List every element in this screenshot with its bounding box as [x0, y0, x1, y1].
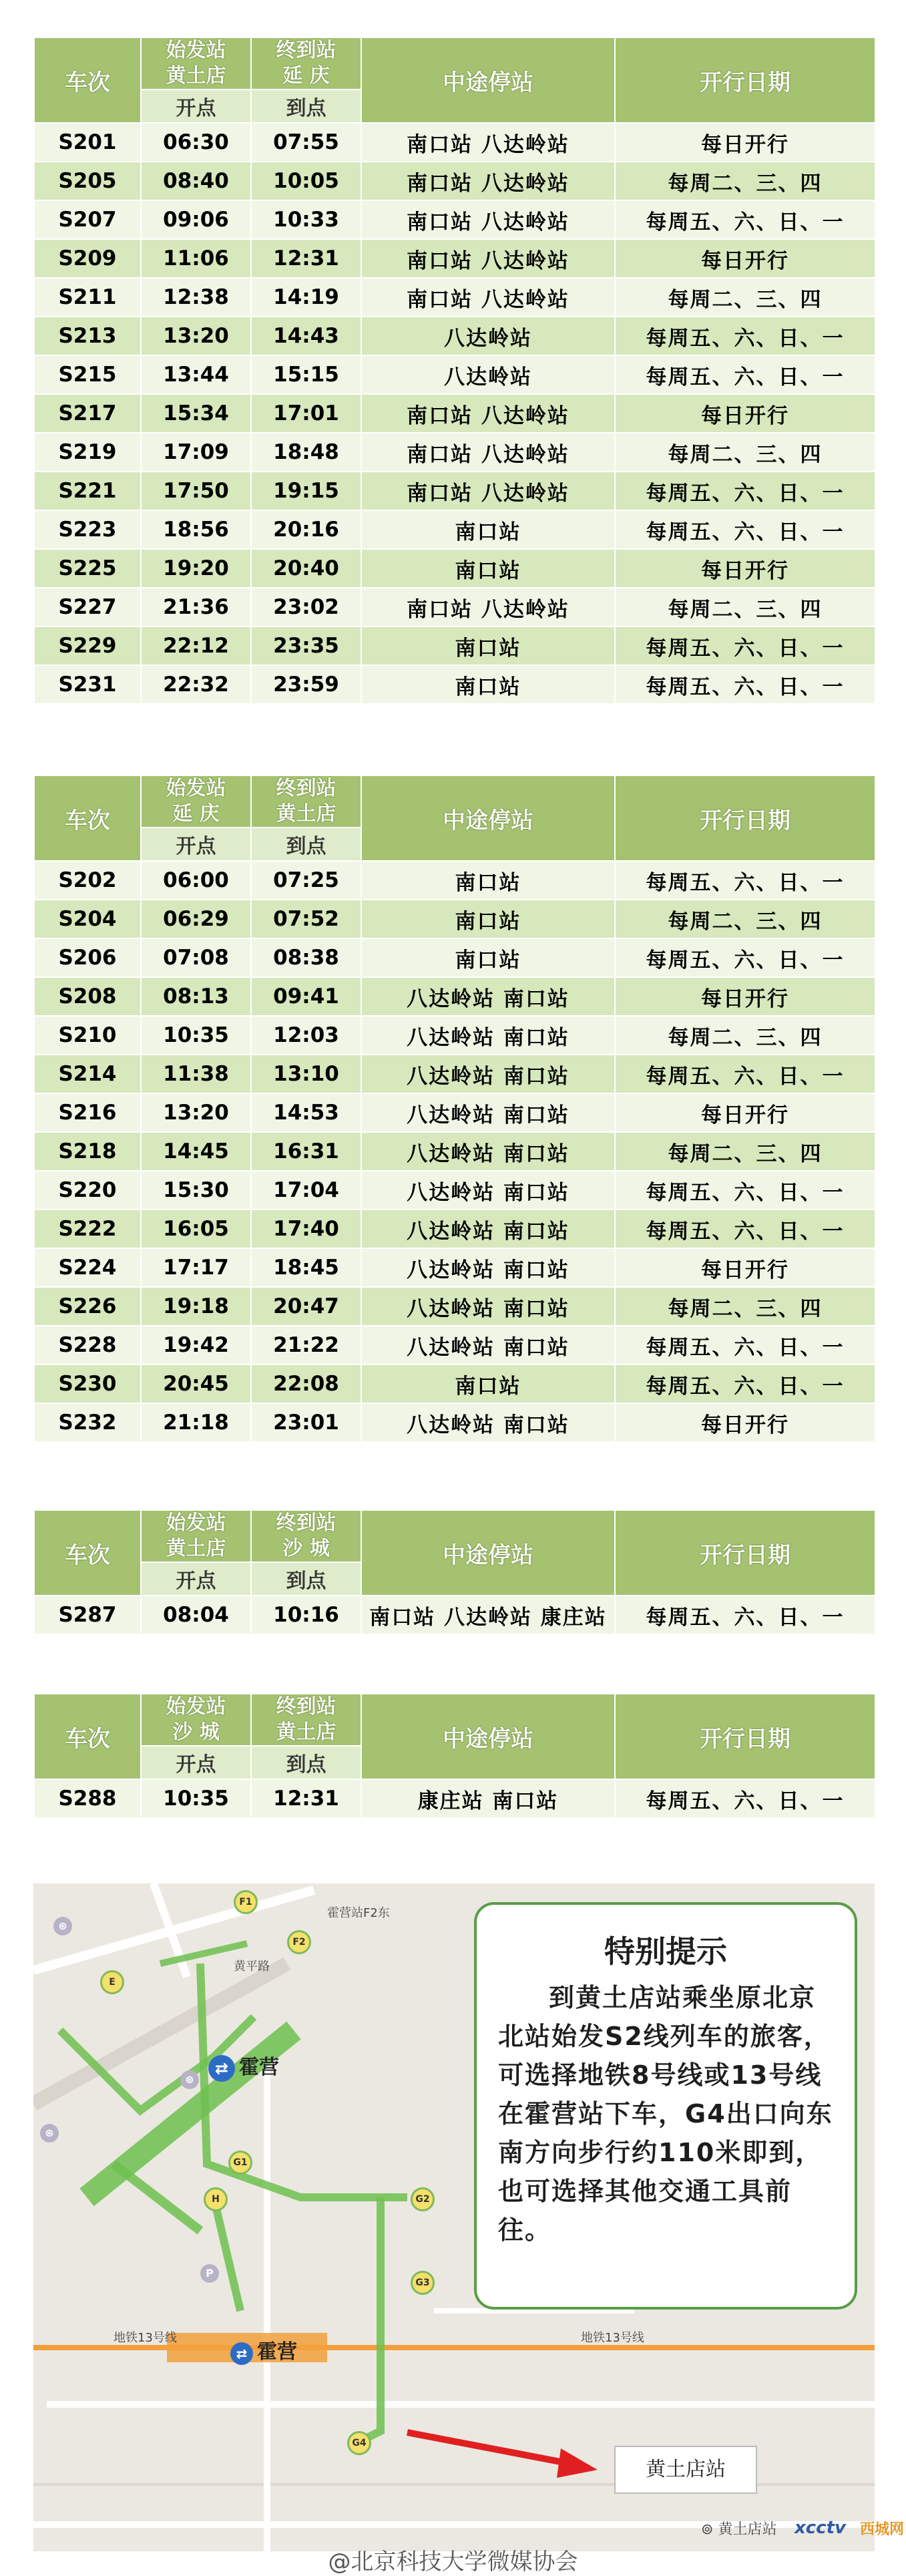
exit-f1-icon: F1: [234, 1890, 258, 1914]
operating-days: 每周五、六、日、一: [615, 200, 875, 239]
timetable-1: [33, 37, 876, 705]
header-arrive-label: 终到站: [276, 1695, 336, 1718]
header-train: 车次: [34, 1510, 141, 1596]
train-number: S228: [34, 1326, 141, 1364]
huoying-metro-name: 霍营: [257, 2340, 297, 2364]
arrive-time: 22:08: [251, 1364, 361, 1403]
arrive-time: 17:01: [251, 394, 361, 433]
header-arrive: [251, 37, 361, 89]
table-row: [34, 239, 875, 278]
intermediate-stops: 八达岭站 南口站: [361, 1210, 615, 1248]
depart-time: 17:50: [141, 472, 251, 510]
header-depart-label: 始发站: [166, 39, 226, 62]
depart-time: 08:04: [141, 1596, 251, 1634]
operating-days: 每日开行: [615, 1248, 875, 1287]
operating-days: 每周五、六、日、一: [615, 1210, 875, 1248]
depart-time: 14:45: [141, 1132, 251, 1171]
operating-days: 每周五、六、日、一: [615, 1779, 875, 1818]
header-open: 开点: [141, 827, 251, 861]
table-row: [34, 588, 875, 626]
arrive-time: 23:02: [251, 588, 361, 626]
header-days: 开行日期: [615, 37, 875, 123]
table-row: [34, 433, 875, 472]
train-number: S211: [34, 278, 141, 317]
intermediate-stops: 南口站: [361, 938, 615, 977]
depart-time: 06:00: [141, 861, 251, 900]
header-train: 车次: [34, 1694, 141, 1779]
train-number: S217: [34, 394, 141, 433]
intermediate-stops: 南口站 八达岭站: [361, 472, 615, 510]
operating-days: 每日开行: [615, 549, 875, 588]
header-depart: [141, 1510, 251, 1562]
train-number: S225: [34, 549, 141, 588]
header-depart-label: 始发站: [166, 1695, 226, 1718]
operating-days: 每日开行: [615, 1093, 875, 1132]
intermediate-stops: 南口站: [361, 861, 615, 900]
header-depart-station: 延 庆: [172, 802, 220, 825]
exit-g3-icon: G3: [411, 2271, 435, 2295]
exit-g4-icon: G4: [347, 2431, 371, 2455]
arrive-time: 18:45: [251, 1248, 361, 1287]
intermediate-stops: 八达岭站 南口站: [361, 1016, 615, 1055]
train-number: S222: [34, 1210, 141, 1248]
timetable-4: [33, 1693, 876, 1819]
train-number: S204: [34, 900, 141, 938]
depart-time: 17:09: [141, 433, 251, 472]
exit-g1-icon: G1: [228, 2151, 252, 2175]
train-number: S214: [34, 1055, 141, 1093]
header-arr: 到点: [251, 1746, 361, 1779]
arrive-time: 17:04: [251, 1171, 361, 1210]
train-number: S218: [34, 1132, 141, 1171]
header-depart: [141, 37, 251, 89]
destination-poi: [701, 2518, 776, 2539]
arrive-time: 17:40: [251, 1210, 361, 1248]
train-number: S223: [34, 510, 141, 549]
operating-days: 每周五、六、日、一: [615, 355, 875, 394]
header-days: 开行日期: [615, 1694, 875, 1779]
arrive-time: 12:31: [251, 1779, 361, 1818]
intermediate-stops: 八达岭站 南口站: [361, 977, 615, 1016]
special-notice: [474, 1902, 857, 2310]
arrive-time: 18:48: [251, 433, 361, 472]
line13-right-label: 地铁13号线: [581, 2331, 644, 2345]
table-row: [34, 1248, 875, 1287]
operating-days: 每周二、三、四: [615, 433, 875, 472]
operating-days: 每周五、六、日、一: [615, 938, 875, 977]
header-arrive-label: 终到站: [276, 777, 336, 800]
operating-days: 每周五、六、日、一: [615, 1171, 875, 1210]
table-row: [34, 1093, 875, 1132]
train-number: S205: [34, 162, 141, 200]
train-number: S202: [34, 861, 141, 900]
operating-days: 每周五、六、日、一: [615, 626, 875, 665]
huoying-metro-label: [230, 2335, 297, 2365]
operating-days: 每周二、三、四: [615, 162, 875, 200]
operating-days: 每周五、六、日、一: [615, 1596, 875, 1634]
arrive-time: 07:25: [251, 861, 361, 900]
bus-icon: ⊛: [40, 2124, 59, 2143]
intermediate-stops: 南口站: [361, 665, 615, 704]
depart-time: 09:06: [141, 200, 251, 239]
table-row: [34, 1132, 875, 1171]
operating-days: 每周二、三、四: [615, 278, 875, 317]
huoying-name: 霍营: [239, 2056, 279, 2079]
header-arrive-station: 沙 城: [282, 1537, 330, 1560]
table-row: [34, 549, 875, 588]
intermediate-stops: 南口站: [361, 1364, 615, 1403]
arrive-time: 14:43: [251, 317, 361, 355]
depart-time: 15:30: [141, 1171, 251, 1210]
header-depart: [141, 775, 251, 827]
depart-time: 19:20: [141, 549, 251, 588]
arrive-time: 23:59: [251, 665, 361, 704]
operating-days: 每周五、六、日、一: [615, 1326, 875, 1364]
table-row: [34, 123, 875, 162]
bus-stop-label: 霍营站F2东: [327, 1906, 390, 1920]
header-arrive: [251, 1694, 361, 1746]
operating-days: 每日开行: [615, 239, 875, 278]
table-row: [34, 938, 875, 977]
intermediate-stops: 南口站 八达岭站: [361, 239, 615, 278]
header-depart-station: 黄土店: [166, 64, 226, 87]
intermediate-stops: 八达岭站: [361, 317, 615, 355]
arrive-time: 12:31: [251, 239, 361, 278]
depart-time: 15:34: [141, 394, 251, 433]
train-number: S224: [34, 1248, 141, 1287]
intermediate-stops: 八达岭站 南口站: [361, 1093, 615, 1132]
arrive-time: 23:01: [251, 1403, 361, 1442]
arrive-time: 07:55: [251, 123, 361, 162]
table-row: [34, 977, 875, 1016]
metro-icon: ⇄: [208, 2055, 235, 2082]
depart-time: 08:13: [141, 977, 251, 1016]
station-map: [33, 1883, 875, 2551]
notice-body: 到黄土店站乘坐原北京北站始发S2线列车的旅客，可选择地铁8号线或13号线在霍营站下车，G4出口向东南方向步行约110米即到，也可选择其他交通工具前往。: [498, 1983, 833, 2245]
timetable-2: [33, 775, 876, 1443]
table-row: [34, 626, 875, 665]
train-number: S213: [34, 317, 141, 355]
table-row: [34, 1403, 875, 1442]
header-stops: 中途停站: [361, 37, 615, 123]
table-row: [34, 900, 875, 938]
intermediate-stops: 八达岭站 南口站: [361, 1403, 615, 1442]
table-row: [34, 861, 875, 900]
intermediate-stops: 八达岭站: [361, 355, 615, 394]
table-row: [34, 1171, 875, 1210]
intermediate-stops: 南口站 八达岭站: [361, 394, 615, 433]
table-row: [34, 394, 875, 433]
arrive-time: 08:38: [251, 938, 361, 977]
table-row: [34, 1055, 875, 1093]
operating-days: 每周二、三、四: [615, 588, 875, 626]
depart-time: 11:06: [141, 239, 251, 278]
header-depart-label: 始发站: [166, 777, 226, 800]
arrive-time: 09:41: [251, 977, 361, 1016]
destination-label: 黄土店站: [614, 2446, 757, 2494]
header-arrive: [251, 1510, 361, 1562]
header-stops: 中途停站: [361, 1694, 615, 1779]
depart-time: 08:40: [141, 162, 251, 200]
header-arrive-station: 延 庆: [282, 64, 330, 87]
intermediate-stops: 康庄站 南口站: [361, 1779, 615, 1818]
header-depart-label: 始发站: [166, 1511, 226, 1535]
arrive-time: 10:33: [251, 200, 361, 239]
train-number: S215: [34, 355, 141, 394]
depart-time: 07:08: [141, 938, 251, 977]
table-row: [34, 355, 875, 394]
intermediate-stops: 南口站 八达岭站: [361, 162, 615, 200]
arrive-time: 10:05: [251, 162, 361, 200]
operating-days: 每日开行: [615, 1403, 875, 1442]
header-days: 开行日期: [615, 775, 875, 861]
operating-days: 每日开行: [615, 123, 875, 162]
depart-time: 17:17: [141, 1248, 251, 1287]
arrive-time: 12:03: [251, 1016, 361, 1055]
arrive-time: 14:53: [251, 1093, 361, 1132]
poi-icon: ⊚: [701, 2521, 718, 2538]
train-number: S201: [34, 123, 141, 162]
depart-time: 20:45: [141, 1364, 251, 1403]
depart-time: 22:32: [141, 665, 251, 704]
operating-days: 每周五、六、日、一: [615, 472, 875, 510]
table-row: [34, 317, 875, 355]
train-number: S227: [34, 588, 141, 626]
train-number: S209: [34, 239, 141, 278]
train-number: S226: [34, 1287, 141, 1326]
table-row: [34, 1779, 875, 1818]
depart-time: 06:29: [141, 900, 251, 938]
train-number: S287: [34, 1596, 141, 1634]
train-number: S229: [34, 626, 141, 665]
arrive-time: 14:19: [251, 278, 361, 317]
intermediate-stops: 八达岭站 南口站: [361, 1132, 615, 1171]
intermediate-stops: 南口站 八达岭站: [361, 278, 615, 317]
table-row: [34, 510, 875, 549]
train-number: S288: [34, 1779, 141, 1818]
train-number: S208: [34, 977, 141, 1016]
intermediate-stops: 南口站: [361, 626, 615, 665]
intermediate-stops: 南口站 八达岭站: [361, 200, 615, 239]
operating-days: 每日开行: [615, 394, 875, 433]
intermediate-stops: 南口站: [361, 549, 615, 588]
operating-days: 每周二、三、四: [615, 1132, 875, 1171]
arrive-time: 15:15: [251, 355, 361, 394]
header-train: 车次: [34, 37, 141, 123]
intermediate-stops: 南口站: [361, 510, 615, 549]
intermediate-stops: 南口站: [361, 900, 615, 938]
timetable-3: [33, 1509, 876, 1635]
line13-left-label: 地铁13号线: [114, 2331, 177, 2345]
intermediate-stops: 八达岭站 南口站: [361, 1326, 615, 1364]
depart-time: 13:20: [141, 317, 251, 355]
depart-time: 21:18: [141, 1403, 251, 1442]
operating-days: 每周二、三、四: [615, 1016, 875, 1055]
intermediate-stops: 八达岭站 南口站: [361, 1055, 615, 1093]
header-depart: [141, 1694, 251, 1746]
operating-days: 每周五、六、日、一: [615, 1055, 875, 1093]
header-arrive-station: 黄土店: [276, 1720, 336, 1744]
train-number: S219: [34, 433, 141, 472]
destination-poi-label: 黄土店站: [718, 2521, 777, 2538]
operating-days: 每周五、六、日、一: [615, 1364, 875, 1403]
depart-time: 16:05: [141, 1210, 251, 1248]
table-row: [34, 1016, 875, 1055]
header-open: 开点: [141, 1562, 251, 1596]
arrive-time: 20:47: [251, 1287, 361, 1326]
train-number: S207: [34, 200, 141, 239]
table-row: [34, 1210, 875, 1248]
header-train: 车次: [34, 775, 141, 861]
depart-time: 10:35: [141, 1016, 251, 1055]
arrive-time: 13:10: [251, 1055, 361, 1093]
table-row: [34, 278, 875, 317]
depart-time: 19:42: [141, 1326, 251, 1364]
header-arr: 到点: [251, 1562, 361, 1596]
parking-icon: P: [200, 2264, 219, 2283]
arrive-time: 21:22: [251, 1326, 361, 1364]
bus-icon: ⊛: [53, 1917, 72, 1936]
train-number: S232: [34, 1403, 141, 1442]
arrive-time: 20:16: [251, 510, 361, 549]
train-number: S216: [34, 1093, 141, 1132]
intermediate-stops: 八达岭站 南口站: [361, 1248, 615, 1287]
watermark: @北京科技大学微媒协会: [328, 2549, 578, 2575]
depart-time: 10:35: [141, 1779, 251, 1818]
header-arrive-station: 黄土店: [276, 802, 336, 825]
header-days: 开行日期: [615, 1510, 875, 1596]
intermediate-stops: 南口站 八达岭站: [361, 123, 615, 162]
xcctv-logo: xcctv: [795, 2518, 846, 2538]
header-arrive-label: 终到站: [276, 39, 336, 62]
intermediate-stops: 南口站 八达岭站 康庄站: [361, 1596, 615, 1634]
notice-title: 特别提示: [604, 1934, 727, 1970]
huoying-station-label: [208, 2050, 279, 2082]
table-row: [34, 665, 875, 704]
depart-time: 21:36: [141, 588, 251, 626]
depart-time: 11:38: [141, 1055, 251, 1093]
table-row: [34, 472, 875, 510]
depart-time: 19:18: [141, 1287, 251, 1326]
train-number: S210: [34, 1016, 141, 1055]
depart-time: 22:12: [141, 626, 251, 665]
operating-days: 每日开行: [615, 977, 875, 1016]
header-depart-station: 沙 城: [172, 1720, 220, 1744]
header-open: 开点: [141, 89, 251, 123]
header-arr: 到点: [251, 827, 361, 861]
depart-time: 12:38: [141, 278, 251, 317]
train-number: S206: [34, 938, 141, 977]
table-row: [34, 1326, 875, 1364]
road-label: 黄平路: [234, 1960, 270, 1974]
table-row: [34, 200, 875, 239]
operating-days: 每周二、三、四: [615, 1287, 875, 1326]
exit-f2-icon: F2: [287, 1930, 311, 1954]
arrive-time: 16:31: [251, 1132, 361, 1171]
train-number: S231: [34, 665, 141, 704]
header-open: 开点: [141, 1746, 251, 1779]
header-arr: 到点: [251, 89, 361, 123]
operating-days: 每周二、三、四: [615, 900, 875, 938]
train-number: S220: [34, 1171, 141, 1210]
train-number: S221: [34, 472, 141, 510]
bus-icon: ⊛: [180, 2070, 199, 2089]
depart-time: 13:44: [141, 355, 251, 394]
intermediate-stops: 南口站 八达岭站: [361, 588, 615, 626]
operating-days: 每周五、六、日、一: [615, 510, 875, 549]
header-stops: 中途停站: [361, 775, 615, 861]
arrive-time: 23:35: [251, 626, 361, 665]
operating-days: 每周五、六、日、一: [615, 665, 875, 704]
site-logo: 西城网: [860, 2521, 905, 2538]
table-row: [34, 162, 875, 200]
operating-days: 每周五、六、日、一: [615, 317, 875, 355]
depart-time: 06:30: [141, 123, 251, 162]
header-stops: 中途停站: [361, 1510, 615, 1596]
header-depart-station: 黄土店: [166, 1537, 226, 1560]
arrive-time: 10:16: [251, 1596, 361, 1634]
metro-icon: ⇄: [230, 2342, 253, 2365]
header-arrive: [251, 775, 361, 827]
arrive-time: 19:15: [251, 472, 361, 510]
table-row: [34, 1364, 875, 1403]
exit-g2-icon: G2: [411, 2187, 435, 2211]
table-row: [34, 1287, 875, 1326]
intermediate-stops: 八达岭站 南口站: [361, 1171, 615, 1210]
intermediate-stops: 南口站 八达岭站: [361, 433, 615, 472]
table-row: [34, 1596, 875, 1634]
exit-h-icon: H: [204, 2187, 228, 2211]
depart-time: 13:20: [141, 1093, 251, 1132]
train-number: S230: [34, 1364, 141, 1403]
depart-time: 18:56: [141, 510, 251, 549]
operating-days: 每周五、六、日、一: [615, 861, 875, 900]
exit-e-icon: E: [100, 1970, 124, 1994]
intermediate-stops: 八达岭站 南口站: [361, 1287, 615, 1326]
arrive-time: 07:52: [251, 900, 361, 938]
header-arrive-label: 终到站: [276, 1511, 336, 1535]
arrive-time: 20:40: [251, 549, 361, 588]
